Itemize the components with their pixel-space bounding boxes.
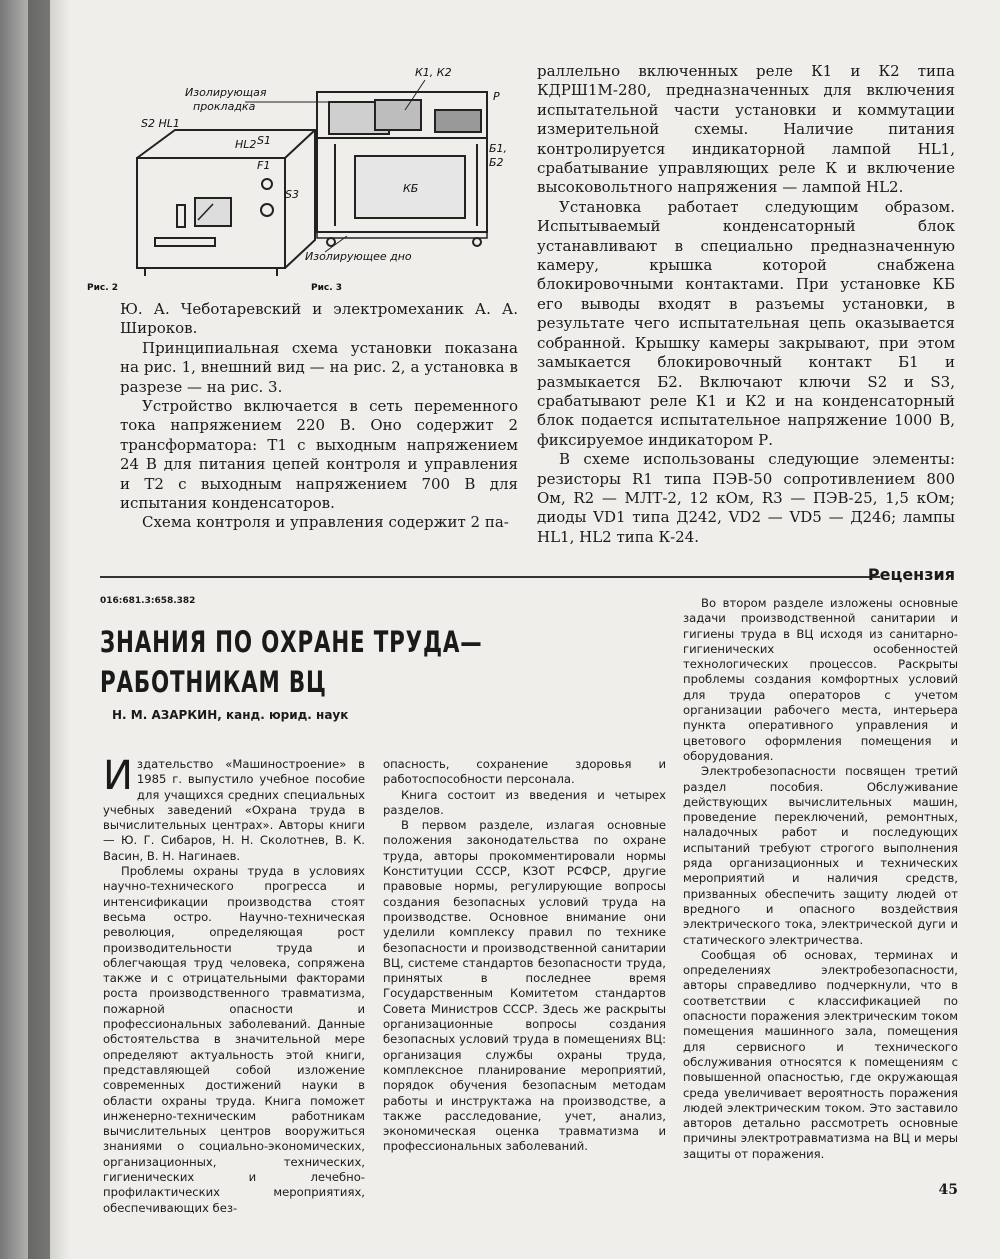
label-b2: Б2 [489,156,504,169]
paragraph: Схема контроля и управления содержит 2 па- [142,513,509,532]
label-s3: S3 [285,188,299,201]
section-divider [100,576,880,578]
fig2-caption: Рис. 2 [87,283,119,293]
label-insulating-bottom: Изолирующее дно [305,250,412,263]
title-line-1: ЗНАНИЯ ПО ОХРАНЕ ТРУДА— [100,625,483,659]
paragraph: Сообщая об основах, терминах и определениях электробезопасности, авторы справедливо подчеркнули, что в соответствии с классификацией по опасности поражения электрическим током помещения машинного зала, помещения для сервисного и технического обслуживания относятся к помещениям с повышенной опасностью, где окружающая среда увеличивает вероятность поражения людей электрическим током. Это заставило авторов детально рассмотреть основные причины электротравматизма на ВЦ и меры защиты от поражения. [683,947,958,1161]
label-hl2: HL2 [235,138,257,151]
paragraph: Установка работает следующим образом. Испытываемый конденсаторный блок устанавливают в специально предназначенную камеру, крышка которой снабжена блокировочными контактами. При установке КБ его выводы входят в разъемы установки, в результате чего испытательная цепь оказывается собранной. Крышку камеры закрывают, при этом замыкается блокировочный контакт Б1 и размыкается Б2. Включают ключи S2 и S3, срабатывают реле К1 и К2 и на конденсаторный блок подается испытательное напряжение 1000 В, фиксируемое индикатором Р. [537,197,955,449]
figures-area [85,40,508,300]
label-kb: КБ [403,182,419,195]
fig3-section [317,92,487,246]
page-number: 45 [938,1182,958,1198]
title-line-2: РАБОТНИКАМ ВЦ [100,665,327,699]
paragraph [103,753,365,864]
paragraph-text: здательство «Машиностроение» в 1985 г. выпустило учебное пособие для учащихся средних специальных учебных заведений «Охрана труда в вычислительных центрах». Авторы книги — Ю. Г. Сибаров, Н. Н. Сколотнев, В. К. Васин, В. Н. Нагинаев. [103,757,365,863]
paragraph: Принципиальная схема установки показана на рис. 1, внешний вид — на рис. 2, а установка в разрезе — на рис. 3. [120,338,518,396]
paragraph: Книга состоит из введения и четырех разделов. [383,787,666,817]
paragraph: опасность, сохранение здоровья и работоспособности персонала. [383,757,666,787]
paragraph: раллельно включенных реле К1 и К2 типа КДРШ1М-280, предназначенных для включения испытательной части установки и коммутации измерительной схемы. Наличие питания контролируется индикаторной лампой HL1, срабатывание управляющих реле К и включение высоковольтного напряжения — лампой HL2. [537,62,955,197]
udc-code: 016:681.3:658.382 [100,596,196,606]
label-s1: S1 [257,134,271,147]
label-k1k2: К1, К2 [415,66,452,79]
label-insulating-pad-l1: Изолирующая [185,86,267,99]
section-label: Рецензия [867,565,955,584]
paragraph: Электробезопасности посвящен третий раздел пособия. Обслуживание действующих вычислительных машин, проведение переключений, ремонтных, наладочных работ и последующих испытаний требуют строгого выполнения ряда организационных и технических мероприятий и наличия средств, призванных обеспечить защиту людей от вредного и опасного воздействия электрического тока, электрической дуги и статического электричества. [683,764,958,947]
review-column-1 [103,753,365,1216]
figures-drawing [85,40,508,300]
label-f1: F1 [257,159,271,172]
label-b1: Б1, [489,142,508,155]
paragraph: Устройство включается в сеть переменного тока напряжением 220 В. Оно содержит 2 трансформатора: Т1 с выходным напряжением 24 В для питания цепей контроля и управления и Т2 с выходным напряжением 700 В для испытания конденсаторов. [120,397,518,513]
author-line: Н. М. АЗАРКИН, канд. юрид. наук [112,708,349,722]
drop-cap: И [103,753,133,799]
binding-edge [28,0,50,1259]
fig2-cabinet [137,130,315,276]
label-s2hl1: S2 HL1 [141,117,180,130]
label-insulating-pad-l2: прокладка [193,100,256,113]
review-column-3 [683,596,958,1162]
top-article-left-column [120,300,518,533]
paragraph: Ю. А. Чеботаревский и электромеханик А. А. Широков. [120,300,518,338]
paragraph: Проблемы охраны труда в условиях научно-технического прогресса и интенсификации производства стоят весьма остро. Научно-техническая революция, определяющая рост производительности труда и облегчающая труд человека, сопряжена также и с отрицательными факторами роста производственного травматизма, пожарной опасности и профессиональных заболеваний. Данные обстоятельства в значительной мере определяют актуальность этой книги, представляющей собой изложение современных достижений науки в области охраны труда. Книга поможет инженерно-техническим работникам вычислительных центров вооружиться знаниями о социально-экономических, организационных, технических, гигиенических и лечебно-профилактических мероприятиях, обеспечивающих без- [103,864,365,1215]
paragraph: В схеме использованы следующие элементы: резисторы R1 типа ПЭВ-50 сопротивлением 800 Ом, R2 — МЛТ-2, 12 кОм, R3 — ПЭВ-25, 1,5 кОм; диоды VD1 типа Д242, VD2 — VD5 — Д246; лампы HL1, HL2 типа К-24. [537,450,955,546]
top-article-right-column [537,62,955,547]
paragraph: Во втором разделе изложены основные задачи производственной санитарии и гигиены труда в ВЦ исходя из санитарно-гигиенических особенностей технологических процессов. Раскрыты проблемы создания комфортных условий для труда операторов с учетом организации рабочего места, интерьера пункта оперативного управления и цветового оформления помещения и оборудования. [683,596,958,763]
paragraph: В первом разделе, излагая основные положения законодательства по охране труда, авторы прокомментировали нормы Конституции СССР, КЗОТ РСФСР, другие правовые нормы, регулирующие вопросы создания безопасных условий труда на производстве. Основное внимание они уделили комплексу правил по технике безопасности и производственной санитарии ВЦ, системе стандартов безопасности труда, принятых в последнее время Государственным Комитетом стандартов Совета Министров СССР. Здесь же раскрыты организационные вопросы создания безопасных условий труда в помещениях ВЦ: организация службы охраны труда, комплексное планирование мероприятий, порядок обучения безопасным методам работы и инструктажа на производстве, а также расследование, учет, анализ, экономическая оценка травматизма и профессиональных заболеваний. [383,818,666,1154]
label-p: Р [493,90,500,103]
review-column-2 [383,757,666,1155]
fig3-caption: Рис. 3 [311,283,343,293]
article-title [100,622,482,702]
